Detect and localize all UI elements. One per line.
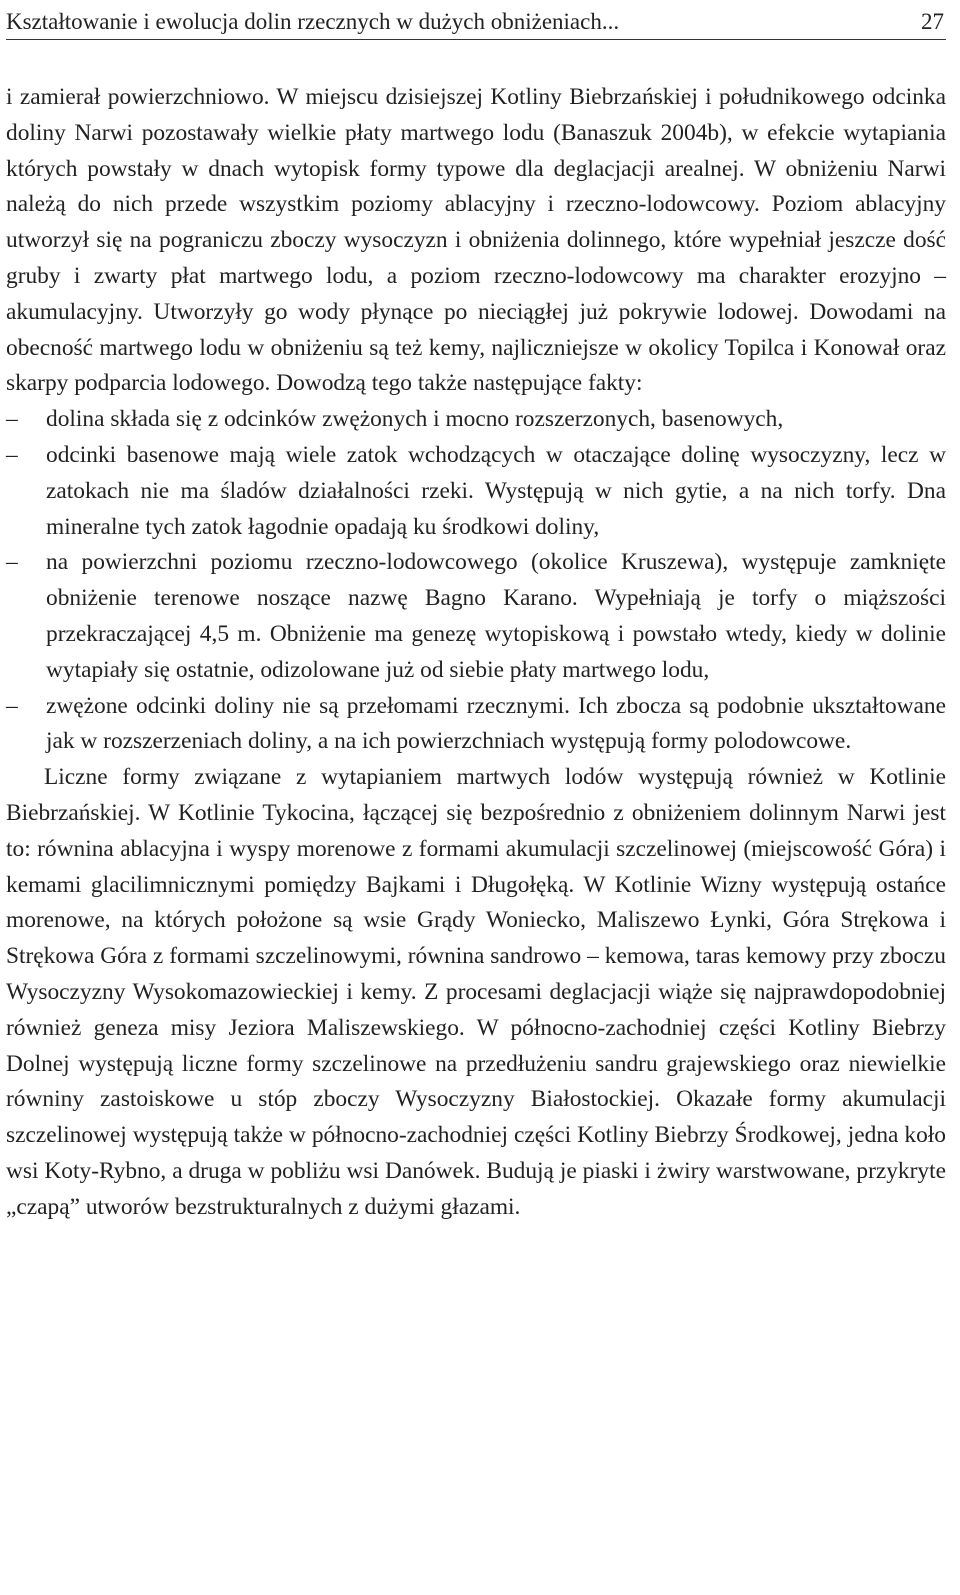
dash-list	[6, 402, 946, 760]
dash-bullet: –	[6, 692, 18, 719]
dash-bullet: –	[6, 406, 18, 433]
list-item	[6, 689, 946, 761]
list-item	[6, 402, 946, 438]
dash-bullet: –	[6, 441, 18, 468]
paragraph: Liczne formy związane z wytapianiem martwych lodów występują również w Kotlinie Biebrzańskiej. W Kotlinie Tykocina, łączącej się bezpośrednio z obniżeniem dolinnym Narwi jest to: równina ablacyjna i wyspy morenowe z formami akumulacji szczelinowej (miejscowość Góra) i kemami glacilimnicznymi pomiędzy Bajkami i Długołęką. W Kotlinie Wizny występują ostańce morenowe, na których położone są wsie Grądy Woniecko, Maliszewo Łynki, Góra Strękowa i Strękowa Góra z formami szczelinowymi, równina sandrowo – kemowa, taras kemowy przy zboczu Wysoczyzny Wysokomazowieckiej i kemy. Z procesami deglacjacji wiąże się najprawdopodobniej również geneza misy Jeziora Maliszewskiego. W północno-zachodniej części Kotliny Biebrzy Dolnej występują liczne formy szczelinowe na przedłużeniu sandru grajewskiego oraz niewielkie równiny zastoiskowe u stóp zboczy Wysoczyzny Białostockiej. Okazałe formy akumulacji szczelinowej występują także w północno-zachodniej części Kotliny Biebrzy Środkowej, jedna koło wsi Koty-Rybno, a druga w pobliżu wsi Danówek. Budują je piaski i żwiry warstwowane, przykryte „czapą” utworów bezstrukturalnych z dużymi głazami.	[6, 764, 946, 1220]
list-item-text: zwężone odcinki doliny nie są przełomami rzecznymi. Ich zbocza są podobnie ukształtowane jak w rozszerzeniach doliny, a na ich powierzchniach występują formy polodowcowe.	[46, 692, 946, 755]
running-header	[6, 0, 946, 40]
body-text	[6, 80, 946, 1226]
dash-bullet: –	[6, 549, 18, 576]
list-item-text: na powierzchni poziomu rzeczno-lodowcowego (okolice Kruszewa), występuje zamknięte obniżenie terenowe noszące nazwę Bagno Karano. Wypełniają je torfy o miąższości przekraczającej 4,5 m. Obniżenie ma genezę wytopiskową i powstało wtedy, kiedy w dolinie wytapiały się ostatnie, odizolowane już od siebie płaty martwego lodu,	[46, 549, 946, 683]
page-number: 27	[921, 9, 944, 34]
list-item	[6, 438, 946, 545]
paragraph: i zamierał powierzchniowo. W miejscu dzisiejszej Kotliny Biebrzańskiej i południkowego odcinka doliny Narwi pozostawały wielkie płaty martwego lodu (Banaszuk 2004b), w efekcie wytapiania których powstały w dnach wytopisk formy typowe dla deglacjacji arealnej. W obniżeniu Narwi należą do nich przede wszystkim poziomy ablacyjny i rzeczno-lodowcowy. Poziom ablacyjny utworzył się na pograniczu zboczy wysoczyzn i obniżenia dolinnego, które wypełniał jeszcze dość gruby i zwarty płat martwego lodu, a poziom rzeczno-lodowcowy ma charakter erozyjno – akumulacyjny. Utworzyły go wody płynące po nieciągłej już pokrywie lodowej. Dowodami na obecność martwego lodu w obniżeniu są też kemy, najliczniejsze w okolicy Topilca i Konował oraz skarpy podparcia lodowego. Dowodzą tego także następujące fakty:	[6, 84, 946, 397]
list-item-text: dolina składa się z odcinków zwężonych i mocno rozszerzonych, basenowych,	[46, 406, 784, 433]
list-item	[6, 545, 946, 688]
running-title: Kształtowanie i ewolucja dolin rzecznych w dużych obniżeniach...	[6, 9, 620, 34]
list-item-text: odcinki basenowe mają wiele zatok wchodzących w otaczające dolinę wysoczyzny, lecz w zatokach nie ma śladów działalności rzeki. Występują w nich gytie, a na nich torfy. Dna mineralne tych zatok łagodnie opadają ku środkowi doliny,	[46, 441, 946, 540]
